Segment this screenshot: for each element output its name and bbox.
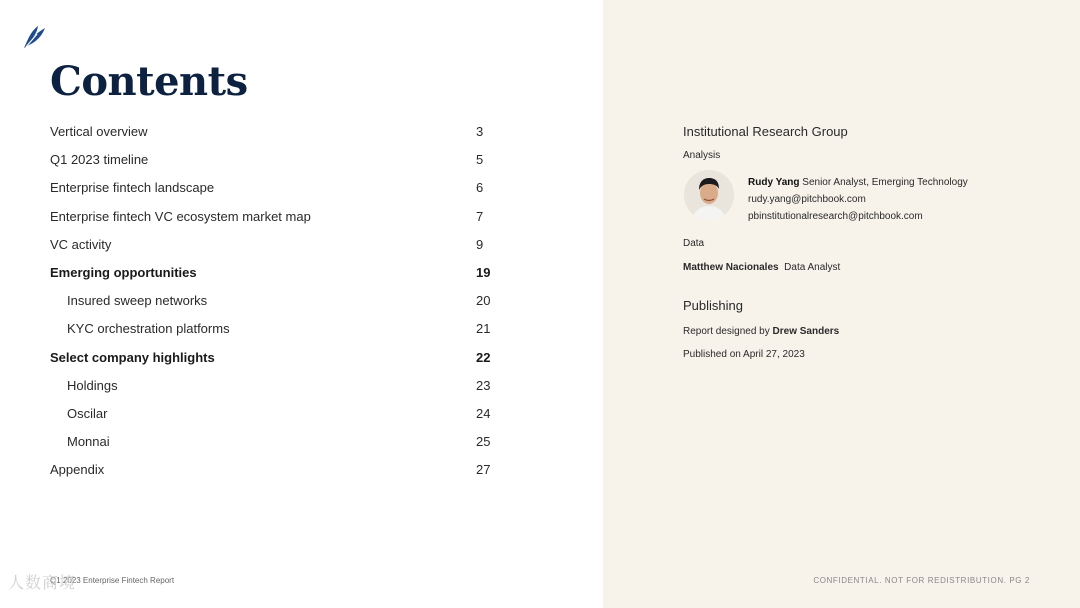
toc-item-label: Vertical overview [50,124,148,139]
toc-item[interactable] [50,233,495,261]
toc-item[interactable] [50,346,495,374]
toc-item-label: Holdings [67,377,118,393]
avatar [684,170,734,220]
toc-item-page: 25 [476,434,491,450]
toc-item-label: Enterprise fintech VC ecosystem market map [50,208,311,224]
analyst-block [748,174,968,225]
toc-item[interactable] [50,289,495,317]
toc-item[interactable] [50,120,495,148]
designed-by [683,326,839,337]
toc-item[interactable] [50,205,495,233]
toc-item-page: 21 [476,321,491,337]
toc-item-label: Monnai [67,434,110,450]
published-date: Published on April 27, 2023 [683,349,805,360]
toc-item[interactable] [50,374,495,402]
analyst-photo [684,170,734,220]
analyst-email[interactable]: rudy.yang@pitchbook.com [748,194,866,205]
toc-item-label: KYC orchestration platforms [67,321,230,337]
toc-item[interactable] [50,176,495,204]
toc-item-page: 5 [476,152,484,168]
toc-item[interactable] [50,430,495,458]
designed-prefix: Report designed by [683,326,770,337]
table-of-contents [50,120,495,486]
toc-item-label: Enterprise fintech landscape [50,180,215,196]
toc-item-label: Insured sweep networks [67,293,208,309]
footer-confidential: CONFIDENTIAL. NOT FOR REDISTRIBUTION. PG 2 [813,576,1030,585]
analyst-role: Senior Analyst, Emerging Technology [802,177,968,188]
toc-item[interactable] [50,148,495,176]
toc-item-label: Select company highlights [50,349,215,365]
toc-item[interactable] [50,458,495,486]
data-analyst [683,262,840,273]
feather-logo-icon [20,22,48,50]
toc-item-page: 19 [476,264,491,280]
toc-item-page: 7 [476,208,484,224]
research-group-title: Institutional Research Group [683,124,848,139]
data-label: Data [683,238,705,249]
toc-item-label: Oscilar [67,405,108,421]
toc-item[interactable] [50,402,495,430]
page-title: Contents [50,58,248,105]
toc-item-page: 9 [476,236,484,252]
group-email[interactable]: pbinstitutionalresearch@pitchbook.com [748,211,923,222]
credits-panel [603,0,1080,608]
toc-item-label: Emerging opportunities [50,264,197,280]
data-analyst-name: Matthew Nacionales [683,262,779,273]
toc-item-page: 23 [476,377,491,393]
designer-name: Drew Sanders [772,326,840,337]
toc-item-label: Appendix [50,462,105,478]
watermark: 人数商境 [8,575,77,592]
footer-report-name: Q1 2023 Enterprise Fintech Report [50,576,175,585]
toc-item[interactable] [50,317,495,345]
toc-item-page: 27 [476,462,491,478]
toc-item-page: 20 [476,293,491,309]
toc-item-page: 24 [476,405,491,421]
toc-item-page: 6 [476,180,484,196]
toc-item-page: 22 [476,349,491,365]
analysis-label: Analysis [683,150,721,161]
data-analyst-role: Data Analyst [784,262,841,273]
toc-item-label: VC activity [50,236,112,252]
publishing-title: Publishing [683,298,743,313]
analyst-name: Rudy Yang [748,177,800,188]
toc-item-page: 3 [476,124,484,139]
toc-item[interactable] [50,261,495,289]
toc-item-label: Q1 2023 timeline [50,152,149,168]
